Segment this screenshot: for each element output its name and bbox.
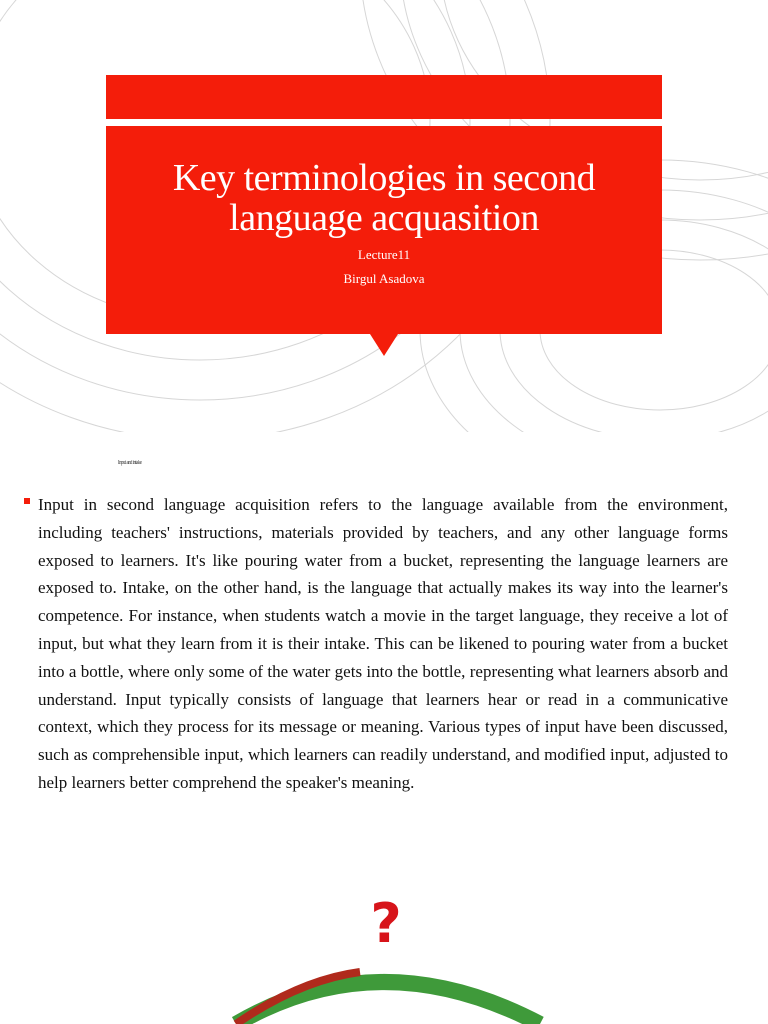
author-name: Birgul Asadova (343, 271, 425, 286)
title-box (106, 126, 662, 334)
pointer-triangle (370, 334, 398, 356)
curved-arc-graphic (0, 960, 768, 1024)
question-mark-icon: ? (370, 892, 402, 955)
slide-title: Key terminologies in second language acquasition (172, 157, 596, 239)
lecture-label: Lecture11 (357, 247, 411, 262)
accent-bar (106, 75, 662, 119)
bullet-square (24, 498, 30, 504)
content-heading: Input and intake (118, 460, 142, 466)
title-slide (0, 0, 768, 432)
content-paragraph: Input in second language acquisition refers to the language available from the environment, including teachers' instructions, materials provided by teachers, and any other language forms exposed to learners. It's like pouring water from a bucket, representing the language learners are exposed to. Intake, on the other hand, is the language that actually makes its way into the learner's competence. For instance, when students watch a movie in the target language, they receive a lot of input, but what they learn from it is their intake. This can be likened to pouring water from a bucket into a bottle, where only some of the water gets into the bottle, representing what learners absorb and understand. Input typically consists of language that learners hear or read in a communicative context, which they process for its message or meaning. Various types of input have been discussed, such as comprehensible input, which learners can readily understand, and modified input, adjusted to help learners better comprehend the speaker's meaning. (38, 495, 728, 792)
